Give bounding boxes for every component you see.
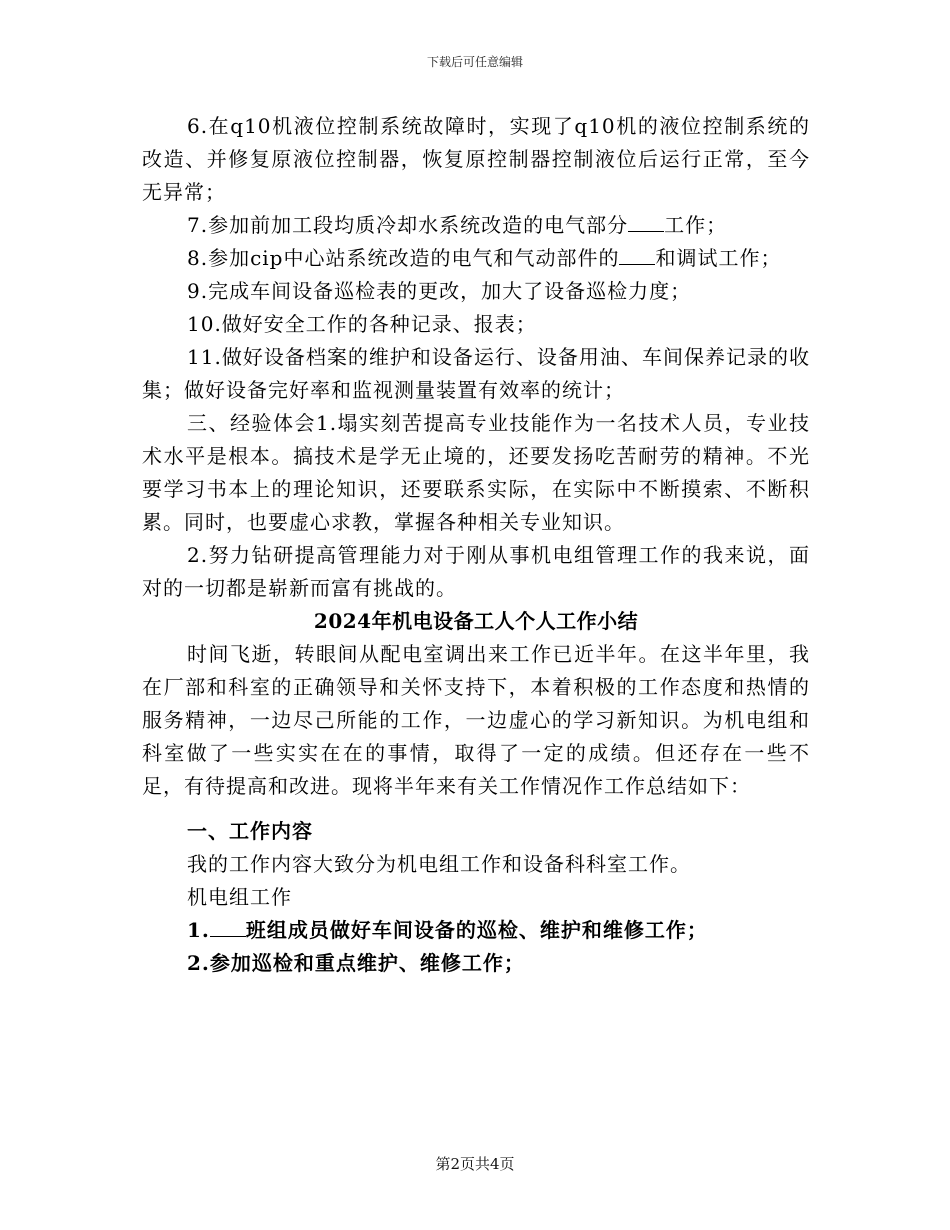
duty-1-number: 1. [187, 918, 210, 942]
item-8-tail: 和调试工作； [655, 246, 782, 270]
page-number: 第2页共4页 [435, 1155, 515, 1173]
item-7-text: 7.参加前加工段均质冷却水系统改造的电气部分 [187, 213, 629, 237]
item-11: 11.做好设备档案的维护和设备运行、设备用油、车间保养记录的收集；做好设备完好率和监视测量装置有效率的统计； [142, 345, 810, 402]
item-8-text: 8.参加cip中心站系统改造的电气和气动部件的 [187, 246, 620, 270]
sub-heading: 机电组工作 [187, 885, 292, 909]
header-note: 下载后可任意编辑 [426, 55, 523, 69]
section-text: 我的工作内容大致分为机电组工作和设备科科室工作。 [187, 852, 691, 876]
item-9: 9.完成车间设备巡检表的更改，加大了设备巡检力度； [187, 279, 692, 303]
fill-blank [619, 246, 655, 265]
item-7 [142, 209, 810, 242]
duty-2: 2.参加巡检和重点维护、维修工作； [187, 951, 525, 975]
item-10: 10.做好安全工作的各种记录、报表； [187, 312, 537, 336]
duty-1 [142, 914, 810, 947]
item-6: 6.在q10机液位控制系统故障时，实现了q10机的液位控制系统的改造、并修复原液位控制器，恢复原控制器控制液位后运行正常，至今无异常； [142, 114, 810, 204]
experience-2: 2.努力钻研提高管理能力对于刚从事机电组管理工作的我来说，面对的一切都是崭新而富有挑战的。 [142, 543, 810, 600]
fill-blank [210, 918, 246, 937]
fill-blank [628, 213, 664, 232]
section-heading-work-content: 一、工作内容 [187, 819, 313, 843]
document-body [142, 110, 810, 980]
experience-1: 三、经验体会1.塌实刻苦提高专业技能作为一名技术人员，专业技术水平是根本。搞技术是学无止境的，还要发扬吃苦耐劳的精神。不光要学习书本上的理论知识，还要联系实际，在实际中不断摸索、不断积累。同时，也要虚心求教，掌握各种相关专业知识。 [142, 411, 810, 534]
item-7-tail: 工作； [664, 213, 728, 237]
duty-1-text: 班组成员做好车间设备的巡检、维护和维修工作； [245, 918, 708, 942]
summary-intro: 时间飞逝，转眼间从配电室调出来工作已近半年。在这半年里，我在厂部和科室的正确领导和关怀支持下，本着积极的工作态度和热情的服务精神，一边尽己所能的工作，一边虚心的学习新知识。为机电组和科室做了一些实实在在的事情，取得了一定的成绩。但还存在一些不足，有待提高和改进。现将半年来有关工作情况作工作总结如下： [142, 642, 810, 798]
item-8 [142, 242, 810, 275]
summary-title: 2024年机电设备工人个人工作小结 [313, 609, 639, 633]
